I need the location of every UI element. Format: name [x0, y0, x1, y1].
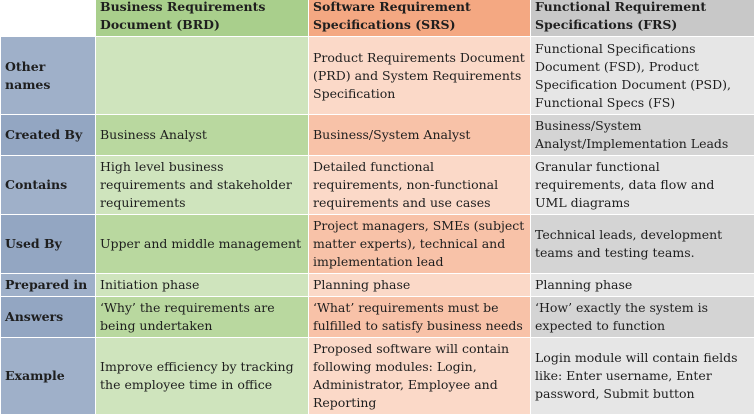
cell-brd-example: Improve efficiency by tracking the employee time in office	[96, 338, 309, 415]
table-row-used-by	[1, 215, 754, 274]
row-label-answers: Answers	[1, 297, 96, 338]
row-label-other-names: Other names	[1, 37, 96, 115]
cell-frs-prepared-in: Planning phase	[531, 274, 754, 297]
column-header-srs: Software Requirement Specifications (SRS)	[309, 0, 531, 37]
cell-frs-example: Login module will contain fields like: Enter username, Enter password, Submit button	[531, 338, 754, 415]
table-row-other-names	[1, 37, 754, 115]
table-header-row	[1, 0, 754, 37]
cell-frs-answers: ‘How’ exactly the system is expected to function	[531, 297, 754, 338]
corner-cell	[1, 0, 96, 37]
cell-frs-contains: Granular functional requirements, data flow and UML diagrams	[531, 156, 754, 215]
cell-brd-prepared-in: Initiation phase	[96, 274, 309, 297]
table-row-created-by	[1, 115, 754, 156]
column-header-brd: Business Requirements Document (BRD)	[96, 0, 309, 37]
table-row-answers	[1, 297, 754, 338]
cell-srs-prepared-in: Planning phase	[309, 274, 531, 297]
table-row-contains	[1, 156, 754, 215]
cell-brd-created-by: Business Analyst	[96, 115, 309, 156]
cell-srs-used-by: Project managers, SMEs (subject matter experts), technical and implementation lead	[309, 215, 531, 274]
row-label-created-by: Created By	[1, 115, 96, 156]
cell-srs-answers: ‘What’ requirements must be fulfilled to satisfy business needs	[309, 297, 531, 338]
table-row-prepared-in	[1, 274, 754, 297]
cell-frs-other-names: Functional Specifications Document (FSD), Product Specification Document (PSD), Functional Specs (FS)	[531, 37, 754, 115]
table-row-example	[1, 338, 754, 415]
cell-brd-other-names	[96, 37, 309, 115]
cell-brd-used-by: Upper and middle management	[96, 215, 309, 274]
row-label-prepared-in: Prepared in	[1, 274, 96, 297]
cell-frs-used-by: Technical leads, development teams and testing teams.	[531, 215, 754, 274]
row-label-used-by: Used By	[1, 215, 96, 274]
cell-brd-answers: ‘Why’ the requirements are being undertaken	[96, 297, 309, 338]
column-header-frs: Functional Requirement Specifications (FRS)	[531, 0, 754, 37]
cell-srs-created-by: Business/System Analyst	[309, 115, 531, 156]
cell-srs-example: Proposed software will contain following modules: Login, Administrator, Employee and Reporting	[309, 338, 531, 415]
cell-srs-other-names: Product Requirements Document (PRD) and System Requirements Specification	[309, 37, 531, 115]
cell-frs-created-by: Business/System Analyst/Implementation Leads	[531, 115, 754, 156]
cell-srs-contains: Detailed functional requirements, non-functional requirements and use cases	[309, 156, 531, 215]
row-label-example: Example	[1, 338, 96, 415]
cell-brd-contains: High level business requirements and stakeholder requirements	[96, 156, 309, 215]
row-label-contains: Contains	[1, 156, 96, 215]
